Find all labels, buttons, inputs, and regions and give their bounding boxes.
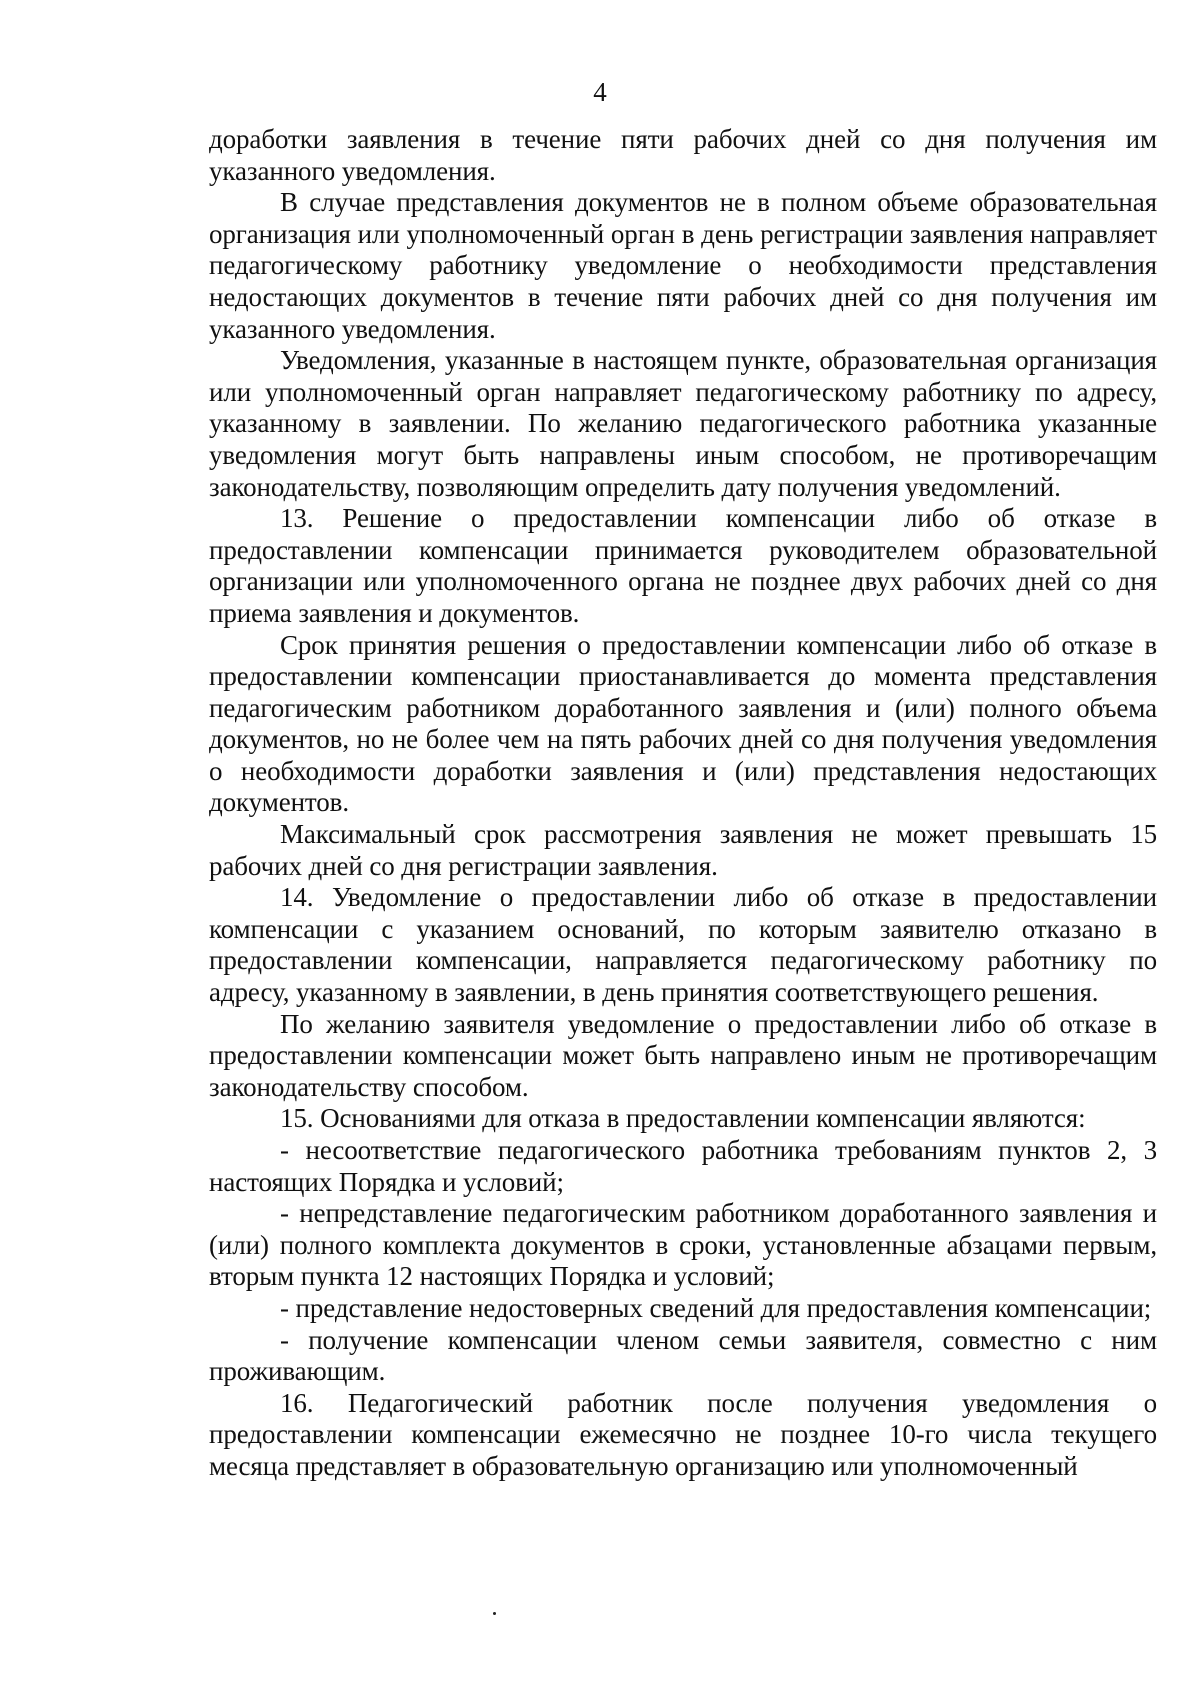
paragraph: Максимальный срок рассмотрения заявления не может превышать 15 рабочих дней со дня регистрации заявления.	[209, 819, 1157, 881]
paragraph: Срок принятия решения о предоставлении компенсации либо об отказе в предоставлении компенсации приостанавливается до момента представления педагогическим работником доработанного заявления и (или) полного объема документов, но не более чем на пять рабочих дней со дня получения уведомления о необходимости доработки заявления и (или) представления недостающих документов.	[209, 629, 1157, 818]
scan-speck	[493, 1612, 496, 1615]
paragraph: 14. Уведомление о предоставлении либо об отказе в предоставлении компенсации с указанием оснований, по которым заявителю отказано в предоставлении компенсации, направляется педагогическому работнику по адресу, указанному в заявлении, в день принятия соответствующего решения.	[209, 882, 1157, 1008]
paragraph: 13. Решение о предоставлении компенсации либо об отказе в предоставлении компенсации принимается руководителем образовательной организации или уполномоченного органа не позднее двух рабочих дней со дня приема заявления и документов.	[209, 503, 1157, 628]
paragraph: доработки заявления в течение пяти рабочих дней со дня получения им указанного уведомления.	[209, 124, 1157, 186]
list-item: - непредставление педагогическим работником доработанного заявления и (или) полного комплекта документов в сроки, установленные абзацами первым, вторым пункта 12 настоящих Порядка и условий;	[209, 1198, 1157, 1292]
paragraph: 16. Педагогический работник после получения уведомления о предоставлении компенсации ежемесячно не позднее 10-го числа текущего месяца представляет в образовательную организацию или уполномоченный	[209, 1387, 1157, 1481]
paragraph: По желанию заявителя уведомление о предоставлении либо об отказе в предоставлении компенсации может быть направлено иным не противоречащим законодательству способом.	[209, 1008, 1157, 1102]
page-number: 4	[593, 77, 607, 107]
document-body	[209, 124, 1157, 1483]
paragraph: Уведомления, указанные в настоящем пункте, образовательная организация или уполномоченный орган направляет педагогическому работнику по адресу, указанному в заявлении. По желанию педагогического работника указанные уведомления могут быть направлены иным способом, не противоречащим законодательству, позволяющим определить дату получения уведомлений.	[209, 345, 1157, 502]
list-item: - представление недостоверных сведений для предоставления компенсации;	[280, 1292, 1152, 1323]
paragraph: 15. Основаниями для отказа в предоставлении компенсации являются:	[280, 1103, 1086, 1134]
paragraph: В случае представления документов не в полном объеме образовательная организация или уполномоченный орган в день регистрации заявления направляет педагогическому работнику уведомление о необходимости представления недостающих документов в течение пяти рабочих дней со дня получения им указанного уведомления.	[209, 187, 1157, 344]
list-item: - несоответствие педагогического работника требованиям пунктов 2, 3 настоящих Порядка и условий;	[209, 1135, 1157, 1197]
list-item: - получение компенсации членом семьи заявителя, совместно с ним проживающим.	[209, 1324, 1157, 1387]
